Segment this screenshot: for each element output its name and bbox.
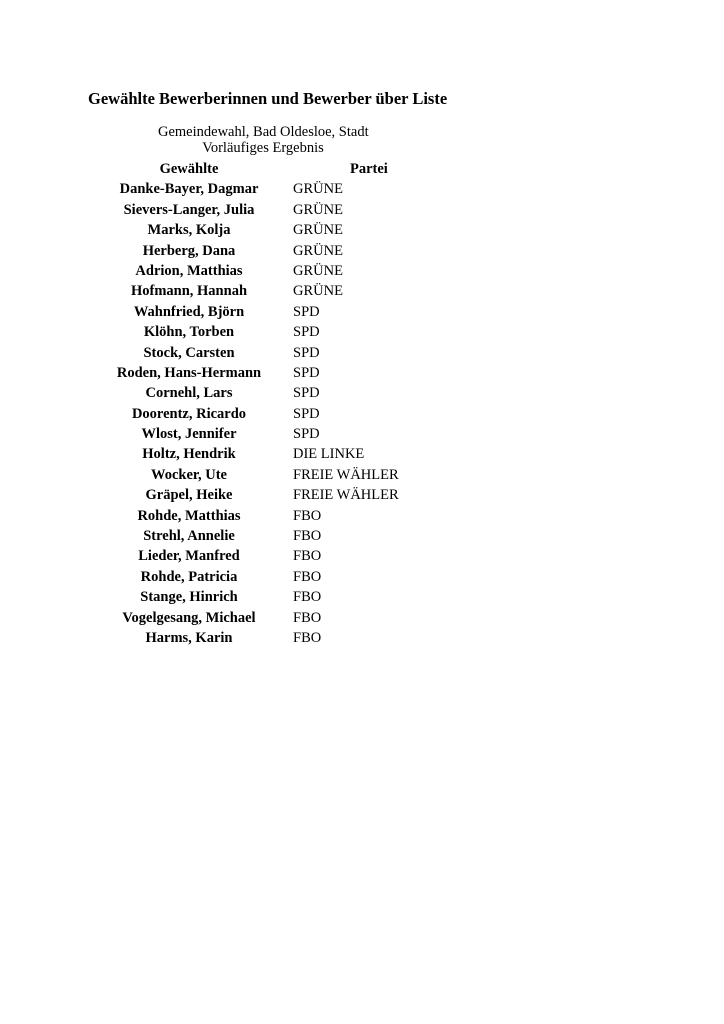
candidate-name: Adrion, Matthias [135, 262, 243, 279]
candidate-party: GRÜNE [293, 201, 343, 218]
table-row [100, 426, 420, 446]
document-title: Gewählte Bewerberinnen und Bewerber über Liste [88, 89, 448, 108]
candidate-name: Rohde, Matthias [137, 507, 241, 524]
candidate-name: Wlost, Jennifer [141, 426, 237, 443]
candidate-party: SPD [293, 405, 320, 422]
table-row [100, 508, 420, 528]
table-row [100, 406, 420, 426]
table-row [100, 263, 420, 283]
candidate-party: SPD [293, 344, 320, 361]
candidate-name: Holtz, Hendrik [142, 446, 236, 463]
candidate-party: FREIE WÄHLER [293, 466, 399, 483]
candidate-name: Klöhn, Torben [143, 324, 235, 341]
candidate-party: DIE LINKE [293, 446, 365, 463]
candidate-party: SPD [293, 364, 320, 381]
table-row [100, 345, 420, 365]
candidate-party: GRÜNE [293, 181, 343, 198]
elected-candidates-table [100, 161, 420, 650]
candidate-party: SPD [293, 385, 320, 402]
election-name: Gemeindewahl, Bad Oldesloe, Stadt [158, 124, 369, 140]
result-status: Vorläufiges Ergebnis [202, 140, 324, 156]
candidate-name: Sievers-Langer, Julia [123, 201, 255, 218]
candidate-name: Gräpel, Heike [145, 487, 233, 504]
table-header-row [100, 161, 420, 181]
candidate-party: GRÜNE [293, 262, 343, 279]
candidate-party: FBO [293, 629, 322, 646]
candidate-name: Stange, Hinrich [140, 589, 238, 606]
candidate-name: Hofmann, Hannah [130, 283, 248, 300]
table-row [100, 446, 420, 466]
candidate-party: SPD [293, 426, 320, 443]
column-header-elected: Gewählte [159, 161, 219, 177]
candidate-party: GRÜNE [293, 222, 343, 239]
table-row [100, 467, 420, 487]
candidate-party: FBO [293, 609, 322, 626]
column-header-party: Partei [350, 161, 388, 177]
table-row [100, 569, 420, 589]
candidate-name: Strehl, Annelie [143, 528, 235, 545]
candidate-name: Stock, Carsten [143, 344, 235, 361]
candidate-name: Wocker, Ute [151, 466, 227, 483]
table-row [100, 304, 420, 324]
table-row [100, 181, 420, 201]
table-row [100, 243, 420, 263]
candidate-name: Doorentz, Ricardo [131, 405, 247, 422]
candidate-party: FBO [293, 548, 322, 565]
table-row [100, 610, 420, 630]
candidate-name: Vogelgesang, Michael [122, 609, 256, 626]
candidate-name: Cornehl, Lars [145, 385, 233, 402]
candidate-party: FREIE WÄHLER [293, 487, 399, 504]
table-row [100, 385, 420, 405]
candidate-name: Danke-Bayer, Dagmar [119, 181, 259, 198]
table-row [100, 589, 420, 609]
table-row [100, 222, 420, 242]
table-row [100, 630, 420, 650]
candidate-name: Herberg, Dana [142, 242, 236, 259]
table-row [100, 324, 420, 344]
table-row [100, 202, 420, 222]
candidate-name: Roden, Hans-Hermann [116, 364, 262, 381]
candidate-party: FBO [293, 507, 322, 524]
table-row [100, 283, 420, 303]
candidate-party: GRÜNE [293, 242, 343, 259]
candidate-name: Lieder, Manfred [138, 548, 240, 565]
candidate-name: Harms, Karin [145, 629, 233, 646]
table-row [100, 548, 420, 568]
candidate-party: SPD [293, 303, 320, 320]
table-row [100, 528, 420, 548]
table-row [100, 487, 420, 507]
table-body [100, 181, 420, 650]
candidate-party: FBO [293, 589, 322, 606]
table-row [100, 365, 420, 385]
candidate-party: FBO [293, 568, 322, 585]
candidate-name: Marks, Kolja [147, 222, 231, 239]
candidate-party: GRÜNE [293, 283, 343, 300]
candidate-party: SPD [293, 324, 320, 341]
candidate-name: Rohde, Patricia [140, 568, 238, 585]
candidate-name: Wahnfried, Björn [133, 303, 245, 320]
candidate-party: FBO [293, 528, 322, 545]
